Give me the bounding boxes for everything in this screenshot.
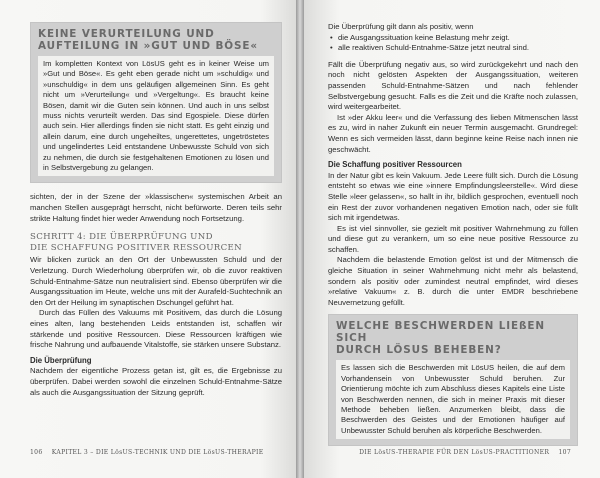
section-heading-line: DIE SCHAFFUNG POSITIVER RESSOURCEN <box>30 242 243 253</box>
info-box-title-line: AUFTEILUNG IN »GUT UND BÖSE« <box>38 40 259 52</box>
info-box-body <box>336 360 570 439</box>
running-head: DIE LösUS-THERAPIE FÜR DEN LösUS-PRACTITIONER <box>359 449 550 456</box>
info-box-title-line: DURCH LÖSUS BEHEBEN? <box>336 344 502 357</box>
info-box-title <box>38 28 274 52</box>
info-box-text: Es lassen sich die Beschwerden mit LösUS heilen, die auf dem Vorhandensein von Unbewusster Schuld beruhen. Zur Orientierung möchte ich zum Abschluss dieses Kapitels eine Liste von Beschwerden nennen, die sich in meiner Praxis mit dieser Methode beheben ließen. Anzumerken bleibt, dass die Beschwerden des Geistes und der Emotionen häufiger auf Unbewusster Schuld beruhen als körperliche Beschwerden. <box>341 363 565 435</box>
subheading: Die Überprüfung <box>30 355 92 365</box>
info-box-title-line: KEINE VERURTEILUNG UND <box>38 28 215 40</box>
right-page <box>304 0 600 478</box>
page-number: 107 <box>558 449 571 456</box>
body-paragraph: sichten, der in der Szene der »klassischen« systemischen Arbeit an manchen Stellen ausgeprägt herrscht, nicht befürworte. Deren teils sehr strikte Haltung findet hier weder Anwendung noch Fortsetzung. <box>30 192 282 223</box>
page-footer-right <box>359 449 578 456</box>
info-box-title <box>336 320 570 356</box>
body-paragraph: Nachdem der eigentliche Prozess getan ist, gilt es, die Ergebnisse zu überprüfen. Dabei werden sowohl die einzelnen Schuld-Entnahme-Sätze als auch die Ausgangssituation der Sitzung geprüft. <box>30 366 282 397</box>
body-paragraph: Die Überprüfung gilt dann als positiv, wenn <box>328 22 474 31</box>
book-gutter <box>296 0 304 478</box>
body-paragraph: Wir blicken zurück an den Ort der Unbewussten Schuld und der Verletzung. Durch Wiederholung überprüfen wir, ob die zuvor reaktiven Schuld-Entnahme-Sätze nun neutralisiert sind. Ebenso überprüfen wir die Ausgangssituation im Heute, welche uns mit der Aurafeld-Suchtechnik an den Ort der Heilung im synaptischen Dschungel geführt hat. <box>30 255 282 307</box>
section-heading <box>30 232 282 253</box>
page-number: 106 <box>30 449 43 456</box>
bullet-list <box>328 33 578 54</box>
body-paragraph: Nachdem die belastende Emotion gelöst ist und der Mitmensch die gleiche Situation in seiner Wahrnehmung nicht mehr als belastend, sondern als positiv oder zumindest neutral empfindet, wird dieses »relative Vakuum« z. B. durch die unter EMDR beschriebene Neuvernetzung gefüllt. <box>328 255 578 307</box>
subheading: Die Schaffung positiver Ressourcen <box>328 160 462 170</box>
running-head: KAPITEL 3 – DIE LösUS-TECHNIK UND DIE LösUS-THERAPIE <box>51 449 264 456</box>
info-box-left <box>30 22 282 183</box>
info-box-text: Im kompletten Kontext von LösUS geht es in keiner Weise um »Gut und Böse«. Es geht eben gerade nicht um »schuldig« und »unschuldig« in dem uns geläufigen allgemeinen Sinn. Es geht nicht um »Verurteilung« und »Vergeltung«. Es braucht keine Bösen, damit wir die Guten sein können. Und auch in uns selbst muss nichts verurteilt werden. Das sind Egospiele. Diese dürfen auch sein. Hier allerdings finden sie nicht statt. Es geht einzig und allein darum, eine durch ungeheiltes, ungerettetes, ungetröstetes und ungelindertes Leid entstandene Unbewusste Schuld von sich zu nehmen, die durch sie festgehaltenen Emotionen zu lösen und in Selbstvergebung zu gelangen. <box>43 59 269 173</box>
list-item: • alle reaktiven Schuld-Entnahme-Sätze jetzt neutral sind. <box>338 43 578 54</box>
list-item: • die Ausgangssituation keine Belastung mehr zeigt. <box>338 33 578 44</box>
body-paragraph: Ist »der Akku leer« und die Verfassung des lieben Mitmenschen lässt es zu, wird in naher Zukunft ein neuer Termin ausgemacht. Grundregel: Wenn es sich vermeiden lässt, dann beginne keine Reise nach innen nie geschwächt. <box>328 112 578 154</box>
left-page <box>0 0 296 478</box>
info-box-right <box>328 314 578 446</box>
info-box-body <box>38 56 274 176</box>
info-box-title-line: WELCHE BESCHWERDEN LIEßEN SICH <box>336 320 545 345</box>
body-paragraph: Fällt die Überprüfung negativ aus, so wird zurückgekehrt und nach den noch nicht gelösten Aspekten der Ausgangssituation, weiteren passenden Schuld-Entnahme-Sätzen und nach fehlender Selbstvergebung gesucht. Falls es die Zeit und die Kräfte noch zulassen, wird weitergearbeitet. <box>328 59 578 112</box>
page-footer-left <box>30 449 270 456</box>
body-paragraph: Durch das Füllen des Vakuums mit Positivem, das durch die Lösung eines alten, lang bestehenden Leids entstanden ist, schaffen wir stärkende und positive Ressourcen. Diese Ressourcen kräftigen wie frische Nahrung und aufbauende Vitalstoffe, sie stärken unsere Substanz. <box>30 308 282 350</box>
body-paragraph: Es ist viel sinnvoller, sie gezielt mit positiver Wahrnehmung zu füllen und diese gut zu verankern, um so eine neue positive Ressource zu schaffen. <box>328 223 578 254</box>
body-paragraph: In der Natur gibt es kein Vakuum. Jede Leere füllt sich. Durch die Lösung entsteht so etwas wie eine »innere Empfindungsleerstelle«. Wird diese Stelle »leer gelassen«, so hallt in ihr, bildlich gesprochen, eventuell noch ein Rest der zuvor vorhandenen negativen Emotion nach, oder sie füllt sich mit irgendetwas. <box>328 170 578 223</box>
section-heading-line: SCHRITT 4: DIE ÜBERPRÜFUNG UND <box>30 232 213 243</box>
